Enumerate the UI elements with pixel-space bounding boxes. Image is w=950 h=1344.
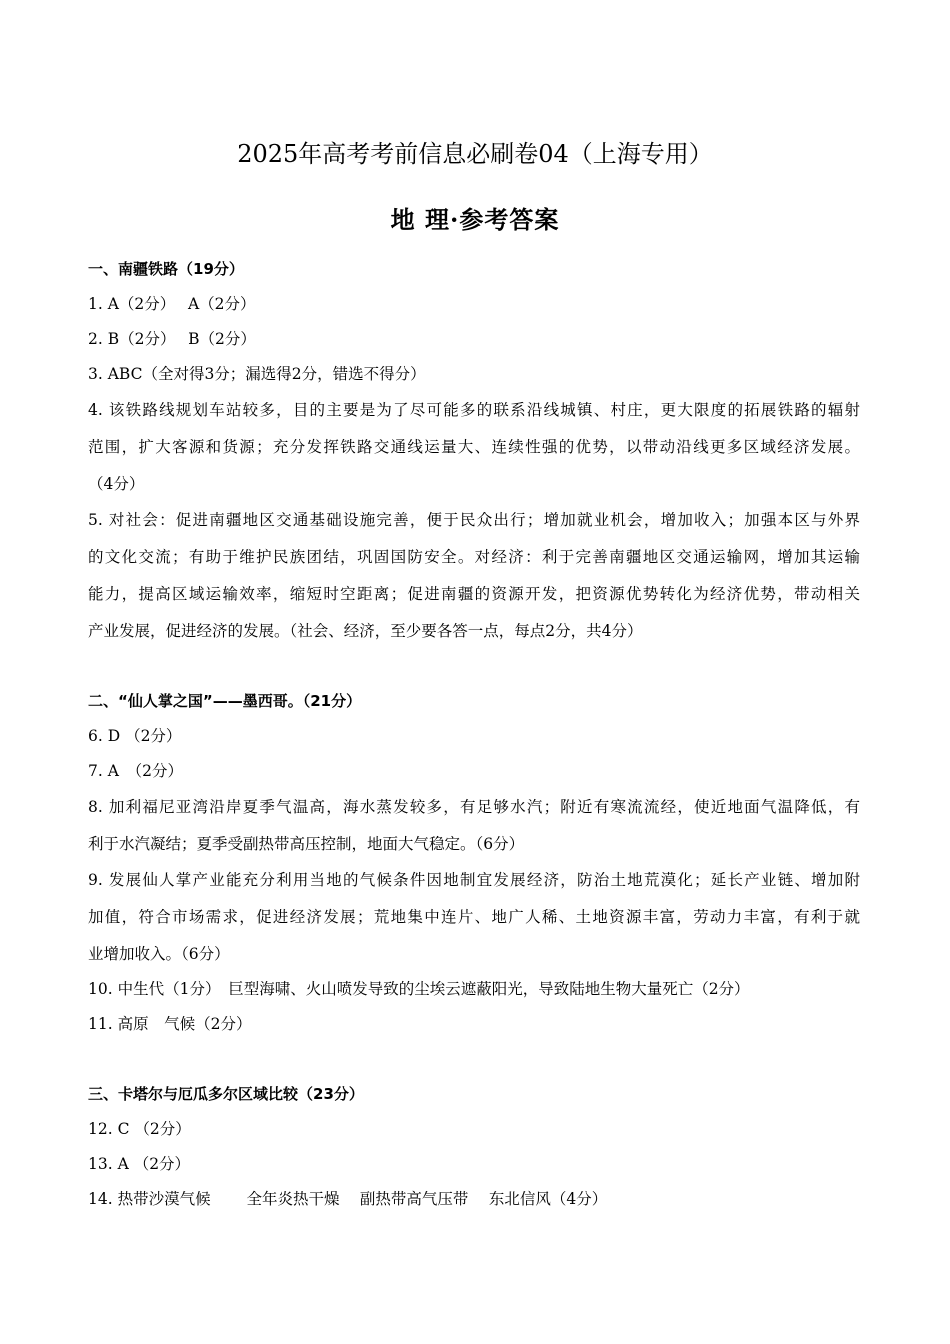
document-subtitle: 地 理·参考答案: [390, 205, 560, 234]
section-1-heading: 一、南疆铁路（19分）: [88, 260, 244, 278]
document-title: 2025年高考考前信息必刷卷04（上海专用）: [237, 140, 713, 168]
answer-10: 10. 中生代（1分） 巨型海啸、火山喷发导致的尘埃云遮蔽阳光，导致陆地生物大量死亡（2分）: [88, 980, 750, 998]
section-3-heading: 三、卡塔尔与厄瓜多尔区域比较（23分）: [88, 1085, 364, 1103]
answer-9-line-3: 业增加收入。（6分）: [88, 945, 230, 963]
answer-4-line-3: （4分）: [88, 475, 145, 493]
answer-5-line-3: 能力，提高区域运输效率，缩短时空距离；促进南疆的资源开发，把资源优势转化为经济优势，带动相关: [88, 585, 860, 603]
answer-2: 2. B（2分） B（2分）: [88, 330, 256, 348]
answer-12: 12. C （2分）: [88, 1120, 191, 1138]
answer-8-line-1: 8. 加利福尼亚湾沿岸夏季气温高，海水蒸发较多，有足够水汽；附近有寒流流经，使近地面气温降低，有: [88, 798, 860, 816]
answer-5-line-4: 产业发展，促进经济的发展。（社会、经济，至少要各答一点，每点2分，共4分）: [88, 622, 643, 640]
answer-9-line-2: 加值，符合市场需求，促进经济发展；荒地集中连片、地广人稀、土地资源丰富，劳动力丰富，有利于就: [88, 908, 860, 926]
answer-7: 7. A （2分）: [88, 762, 184, 780]
answer-3: 3. ABC（全对得3分；漏选得2分，错选不得分）: [88, 365, 426, 383]
answer-13: 13. A （2分）: [88, 1155, 191, 1173]
answer-5-line-1: 5. 对社会：促进南疆地区交通基础设施完善，便于民众出行；增加就业机会，增加收入；加强本区与外界: [88, 511, 860, 529]
answer-8-line-2: 利于水汽凝结；夏季受副热带高压控制，地面大气稳定。（6分）: [88, 835, 525, 853]
answer-11: 11. 高原 气候（2分）: [88, 1015, 252, 1033]
answer-4-line-1: 4. 该铁路线规划车站较多，目的主要是为了尽可能多的联系沿线城镇、村庄，更大限度的拓展铁路的辐射: [88, 401, 860, 419]
answer-1: 1. A（2分） A（2分）: [88, 295, 256, 313]
answer-6: 6. D （2分）: [88, 727, 182, 745]
answer-5-line-2: 的文化交流；有助于维护民族团结，巩固国防安全。对经济：利于完善南疆地区交通运输网，增加其运输: [88, 548, 860, 566]
answer-4-line-2: 范围，扩大客源和货源；充分发挥铁路交通线运量大、连续性强的优势，以带动沿线更多区域经济发展。: [88, 438, 860, 456]
answer-9-line-1: 9. 发展仙人掌产业能充分利用当地的气候条件因地制宜发展经济，防治土地荒漠化；延长产业链、增加附: [88, 871, 860, 889]
section-2-heading: 二、“仙人掌之国”——墨西哥。（21分）: [88, 692, 362, 710]
answer-14: 14. 热带沙漠气候 全年炎热干燥 副热带高气压带 东北信风（4分）: [88, 1190, 608, 1208]
